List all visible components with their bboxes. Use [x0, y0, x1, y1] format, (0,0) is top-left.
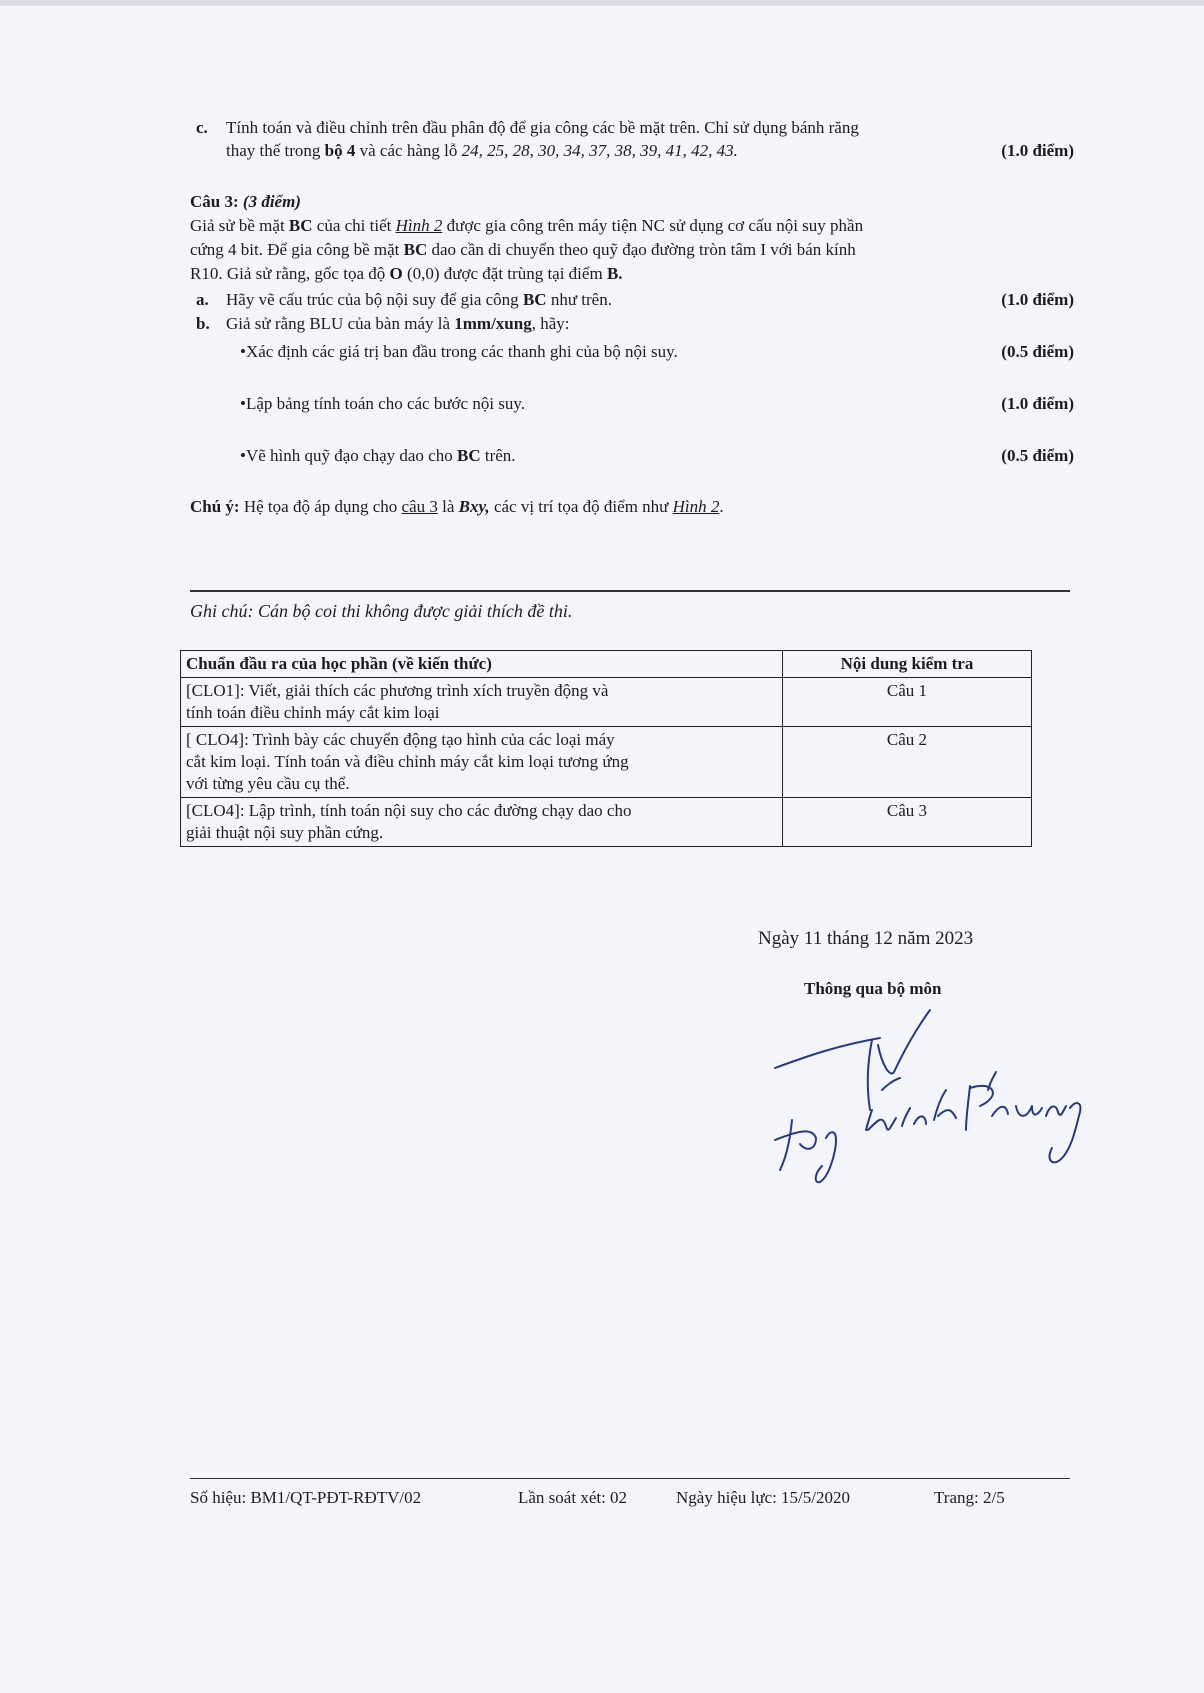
question3-paragraph-line2: cứng 4 bit. Để gia công bề mặt BC dao cần di chuyển theo quỹ đạo đường tròn tâm I với bán kính [190, 240, 856, 259]
part-c-label: c. [196, 118, 208, 137]
bullet-icon: • [240, 342, 246, 361]
divider-line [190, 590, 1070, 592]
header-clo: Chuẩn đầu ra của học phần (về kiến thức) [181, 651, 783, 678]
part-c-marks: (1.0 điểm) [1001, 141, 1074, 160]
footer-doc-id: Số hiệu: BM1/QT-PĐT-RĐTV/02 [190, 1488, 422, 1507]
clo-cell: [ CLO4]: Trình bày các chuyển động tạo hình của các loại máy cắt kim loại. Tính toán và điều chỉnh máy cắt kim loại tương ứng với từng yêu cầu cụ thể. [181, 727, 783, 798]
content-cell: Câu 3 [783, 798, 1032, 847]
part-a-marks: (1.0 điểm) [1001, 290, 1074, 309]
question3-part-a: a. Hãy vẽ cấu trúc của bộ nội suy để gia công BC như trên. (1.0 điểm) [196, 290, 1074, 309]
footer-page-number: Trang: 2/5 [934, 1488, 1005, 1507]
content-cell: Câu 2 [783, 727, 1032, 798]
question3-paragraph-line3: R10. Giả sử rằng, gốc tọa độ O (0,0) được đặt trùng tại điểm B. [190, 264, 623, 283]
department-approval: Thông qua bộ môn [804, 979, 942, 998]
header-content: Nội dung kiểm tra [783, 651, 1032, 678]
footer-effective-date: Ngày hiệu lực: 15/5/2020 [676, 1488, 850, 1507]
table-row [181, 798, 1032, 847]
question3-paragraph-line1: Giả sử bề mặt BC của chi tiết Hình 2 được gia công trên máy tiện NC sử dụng cơ cấu nội suy phần [190, 216, 864, 235]
table-header-row [181, 651, 1032, 678]
footer-divider [190, 1478, 1070, 1479]
question3-heading: Câu 3: (3 điểm) [190, 192, 301, 211]
clo-cell: [CLO1]: Viết, giải thích các phương trình xích truyền động và tính toán điều chỉnh máy cắt kim loại [181, 678, 783, 727]
bullet-icon: • [240, 394, 246, 413]
bullet-item: •Lập bảng tính toán cho các bước nội suy. (1.0 điểm) [240, 394, 1074, 413]
question3-part-b: b. Giả sử rằng BLU của bàn máy là 1mm/xung, hãy: [196, 314, 570, 333]
signature [770, 1000, 1150, 1190]
question3-note: Chú ý: Hệ tọa độ áp dụng cho câu 3 là Bxy, các vị trí tọa độ điểm như Hình 2. [190, 497, 724, 516]
part-c-line2: thay thế trong bộ 4 và các hàng lỗ 24, 25, 28, 30, 34, 37, 38, 39, 41, 42, 43. (1.0 điểm) [226, 141, 1074, 160]
figure-2-ref: Hình 2 [395, 216, 443, 235]
part-c-line1: c. Tính toán và điều chỉnh trên đầu phân độ để gia công các bề mặt trên. Chỉ sử dụng bánh răng [196, 118, 859, 137]
sign-date: Ngày 11 tháng 12 năm 2023 [758, 928, 974, 949]
bullet-item: •Vẽ hình quỹ đạo chạy dao cho BC trên. (0.5 điểm) [240, 446, 1074, 465]
clo-table [180, 650, 1032, 847]
content-cell: Câu 1 [783, 678, 1032, 727]
proctor-note: Ghi chú: Cán bộ coi thi không được giải thích đề thi. [190, 601, 573, 621]
table-row [181, 727, 1032, 798]
bullet-icon: • [240, 446, 246, 465]
page-top-edge [0, 0, 1204, 6]
footer-revision: Lần soát xét: 02 [518, 1488, 628, 1507]
bullet-item: •Xác định các giá trị ban đầu trong các thanh ghi của bộ nội suy. (0.5 điểm) [240, 342, 1074, 361]
table-row [181, 678, 1032, 727]
clo-cell: [CLO4]: Lập trình, tính toán nội suy cho các đường chạy dao cho giải thuật nội suy phần cứng. [181, 798, 783, 847]
